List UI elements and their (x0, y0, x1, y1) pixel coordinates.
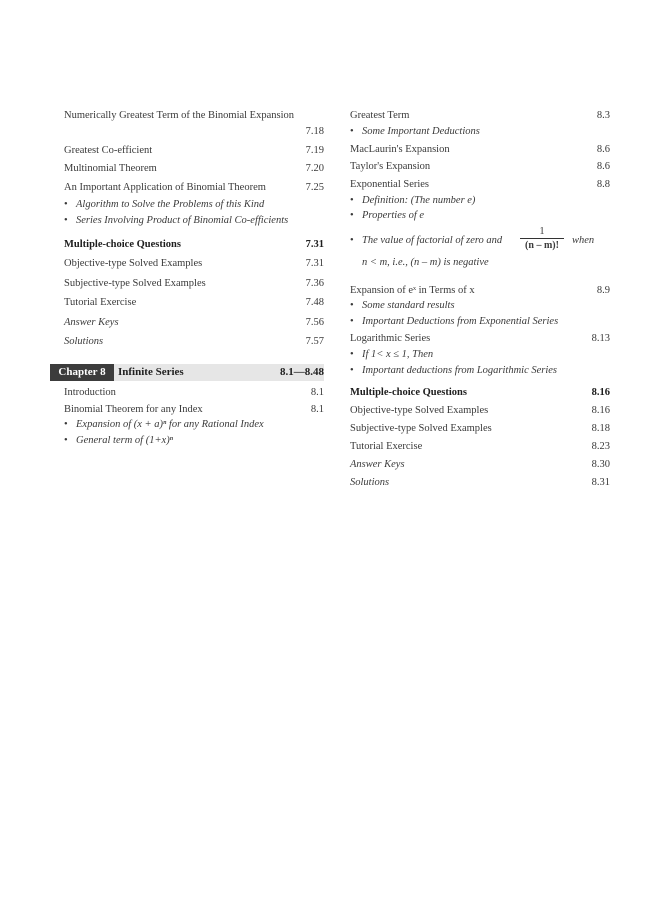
entry-page: 8.18 (591, 423, 610, 434)
bullet-icon: • (64, 419, 68, 430)
entry-page: 8.8 (596, 179, 610, 190)
entry-page: 7.18 (305, 126, 324, 137)
subentry-title: Definition: (The number e) (362, 195, 476, 206)
subentry-title: Important Deductions from Exponential Series (362, 316, 559, 327)
entry-page: 7.20 (305, 163, 324, 174)
entry-page: 7.57 (305, 336, 324, 347)
chapter-heading[interactable] (50, 364, 324, 381)
entry-title: Answer Keys (350, 459, 405, 470)
bullet-icon: • (350, 210, 354, 221)
subentry-title: Algorithm to Solve the Problems of this Kind (76, 199, 265, 210)
entry-page: 8.31 (591, 477, 610, 488)
factorial-fraction (520, 226, 564, 251)
entry-title: Multinomial Theorem (64, 163, 157, 174)
subentry-title: Some standard results (362, 300, 455, 311)
chapter-label: Chapter 8 (50, 364, 114, 381)
subentry-title: Expansion of (x + a)ⁿ for any Rational Index (76, 419, 264, 430)
entry-page: 7.31 (305, 239, 324, 250)
entry-title: Greatest Co-efficient (64, 145, 153, 156)
entry-page: 7.19 (305, 145, 324, 156)
entry-title: Subjective-type Solved Examples (350, 423, 492, 434)
bullet-icon: • (350, 235, 354, 246)
bullet-icon: • (350, 195, 354, 206)
entry-title: Exponential Series (350, 179, 430, 190)
subentry-title: The value of factorial of zero and (362, 235, 503, 246)
bullet-icon: • (350, 316, 354, 327)
entry-title: An Important Application of Binomial Theorem (64, 182, 266, 193)
fraction-denominator: (n – m)! (525, 240, 559, 251)
entry-title: Introduction (64, 387, 116, 398)
bullet-icon: • (350, 126, 354, 137)
entry-title: Objective-type Solved Examples (64, 258, 203, 269)
entry-page: 8.6 (596, 161, 610, 172)
fraction-bar (520, 238, 564, 239)
bullet-icon: • (64, 435, 68, 446)
subentry-title: Series Involving Product of Binomial Co-efficients (76, 215, 289, 226)
bullet-icon: • (64, 199, 68, 210)
bullet-icon: • (350, 365, 354, 376)
bullet-icon: • (350, 300, 354, 311)
entry-title: Tutorial Exercise (350, 441, 423, 452)
entry-page: 8.9 (596, 285, 610, 296)
entry-page: 8.1 (310, 404, 324, 415)
bullet-icon: • (350, 349, 354, 360)
entry-title: Numerically Greatest Term of the Binomial Expansion (64, 110, 295, 121)
entry-page: 8.23 (591, 441, 610, 452)
entry-title: Binomial Theorem for any Index (64, 404, 203, 415)
chapter-title: Infinite Series (118, 366, 184, 378)
entry-title: MacLaurin's Expansion (350, 144, 450, 155)
entry-page: 7.31 (305, 258, 324, 269)
subentry-title: Important deductions from Logarithmic Series (362, 365, 558, 376)
entry-title: Subjective-type Solved Examples (64, 278, 206, 289)
subentry-title: n < m, i.e., (n – m) is negative (362, 257, 489, 268)
subentry-title: If 1< x ≤ 1, Then (362, 349, 434, 360)
entry-page: 7.36 (305, 278, 324, 289)
entry-page: 8.3 (596, 110, 610, 121)
entry-page: 8.16 (591, 387, 610, 398)
subentry-title: Properties of e (362, 210, 425, 221)
entry-title: Greatest Term (350, 110, 410, 121)
subentry-title: Some Important Deductions (362, 126, 480, 137)
chapter-pages: 8.1—8.48 (280, 366, 324, 378)
fraction-numerator: 1 (539, 226, 545, 237)
subentry-title: General term of (1+x)ⁿ (76, 435, 173, 446)
entry-title: Logarithmic Series (350, 333, 431, 344)
entry-title: Solutions (64, 336, 104, 347)
subentry-title-cont: when (572, 235, 595, 246)
entry-page: 7.56 (305, 317, 324, 328)
entry-title: Expansion of eˣ in Terms of x (350, 285, 475, 296)
entry-page: 8.16 (591, 405, 610, 416)
entry-page: 8.13 (591, 333, 610, 344)
entry-page: 8.30 (591, 459, 610, 470)
entry-title: Objective-type Solved Examples (350, 405, 489, 416)
entry-title: Answer Keys (64, 317, 119, 328)
entry-title: Tutorial Exercise (64, 297, 137, 308)
entry-page: 8.6 (596, 144, 610, 155)
entry-page: 7.25 (305, 182, 324, 193)
entry-title: Solutions (350, 477, 390, 488)
entry-page: 8.1 (310, 387, 324, 398)
entry-title: Multiple-choice Questions (64, 239, 181, 250)
entry-page: 7.48 (305, 297, 324, 308)
entry-title: Taylor's Expansion (350, 161, 431, 172)
bullet-icon: • (64, 215, 68, 226)
entry-title: Multiple-choice Questions (350, 387, 467, 398)
